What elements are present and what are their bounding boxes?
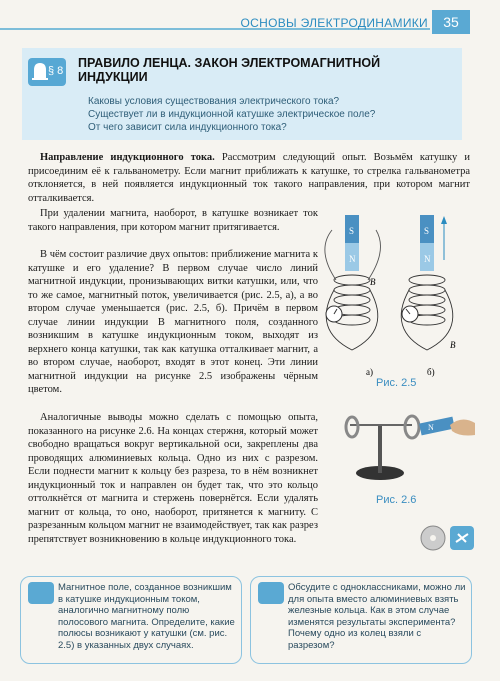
question-bulb-icon (28, 582, 54, 604)
paragraph-1 (28, 151, 470, 205)
section-badge (28, 58, 66, 86)
media-icons (420, 524, 478, 552)
figure-2-6-caption: Рис. 2.6 (376, 494, 417, 506)
hand (450, 419, 475, 435)
paragraph-3: В чём состоит различие двух опытов: приближение магнита к катушке и его удаление? В первом случае число линий магнитной индукции, пронизывающих витки катушки, или, что то же самое, магнитный поток, увеличивается (рис. 2.5, а), а во втором случае уменьшается (рис. 2.5, б). Причём в первом случае линии индукции B магнитного поля, созданного возникшим в катушке индукционным током, выходят из верхнего конца катушки, так как катушка отталкивает магнит, а во втором случае, наоборот, входят в этот конец. Эти линии магнитной индукции на рисунке 2.5 изображены чёрным цветом. (28, 249, 318, 395)
subfig-a-label: а) (366, 367, 373, 377)
section-number: § 8 (48, 65, 64, 77)
pole-n-b: N (424, 254, 431, 264)
question-2: Существует ли в индукционной катушке электрическое поле? (88, 109, 376, 120)
paragraph-lead: Направление индукционного тока. (40, 152, 215, 163)
paragraph-2: При удалении магнита, наоборот, в катушке возникает ток такого направления, при котором магнит притягивается. (28, 208, 318, 233)
section-title: ПРАВИЛО ЛЕНЦА. ЗАКОН ЭЛЕКТРОМАГНИТНОЙ ИНДУКЦИИ (78, 56, 381, 84)
vec-b-a: B (370, 277, 376, 287)
pole-s-b: S (424, 226, 430, 236)
magnet-2-6 (419, 417, 455, 436)
question-1: Каковы условия существования электрического тока? (88, 96, 340, 107)
question-3: От чего зависит сила индукционного тока? (88, 122, 287, 133)
paragraph-4: Аналогичные выводы можно сделать с помощью опыта, показанного на рисунке 2.6. На концах стержня, который может свободно вращаться вокруг вертикальной оси, закреплены два проводящих алюминиевых кольца. Одно из них с разрезом. Если поднести магнит к кольцу без разреза, то в нём возникнет индукционный ток и направлен он будет так, что это кольцо оттолкнётся от магнита и стержень повернётся. Если удалять магнит от кольца, то оно, наоборот, притянется к магниту. С разрезанным кольцом магнит не взаимодействует, так как разрез препятствует возникновению в кольце индукционного тока. (28, 412, 318, 545)
paragraph-1-text: Рассмотрим следующий опыт. Возьмём катушку и присоединим её к гальванометру. Если магнит приближать к катушке, то стрелка гальванометра отклоняется, в ней появляется индукционный ток такого направления, при котором магнит отталкивается. (28, 152, 470, 204)
pole-s-a: S (349, 226, 355, 236)
ring-solid (405, 416, 419, 438)
figure-2-6 (340, 405, 480, 485)
ring-cut (346, 417, 358, 437)
subfig-b-label: б) (427, 367, 435, 377)
task-right-text: Обсудите с одноклассниками, можно ли для опыта вместо алюминиевых взять железные кольца. Как в этом случае изменятся результаты эксперимента? Почему одно из колец взяли с разрезом? (288, 582, 466, 651)
pole-n-a: N (349, 254, 356, 264)
vec-b-b: B (450, 340, 456, 350)
pole-n-2-6: N (428, 423, 434, 432)
task-left-text: Магнитное поле, созданное возникшим в катушке индукционным током, аналогично магнитному полю полосового магнита. Определите, какие полюсы возникают у катушки (см. рис. 2.5) в указанных двух случаях. (58, 582, 235, 651)
figure-2-5-caption: Рис. 2.5 (376, 377, 417, 389)
discussion-heart-icon (258, 582, 284, 604)
chapter-title: ОСНОВЫ ЭЛЕКТРОДИНАМИКИ (240, 16, 428, 30)
figure-2-5 (322, 210, 472, 390)
page-number: 35 (432, 10, 470, 34)
